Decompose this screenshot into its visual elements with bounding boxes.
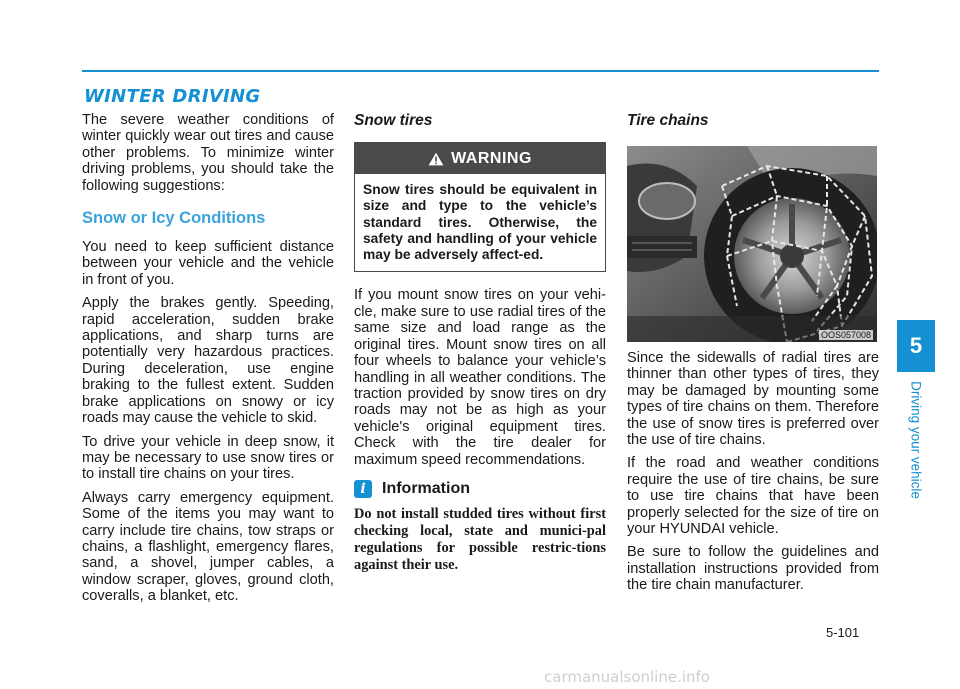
column-middle (354, 112, 606, 574)
warning-box (354, 142, 606, 272)
warning-label: WARNING (451, 149, 532, 167)
top-rule (82, 70, 879, 72)
warning-header (355, 143, 605, 174)
chapter-label-text: Driving your vehicle (908, 381, 924, 499)
info-title: Information (382, 479, 470, 497)
paragraph: To drive your vehicle in deep snow, it may be necessary to use snow tires or to install tire chains on your tires. (82, 433, 334, 483)
info-icon: i (354, 480, 372, 498)
tire-chain-illustration (627, 146, 877, 342)
footer-watermark: carmanualsonline.info (544, 668, 710, 686)
snow-tires-heading: Snow tires (354, 112, 433, 129)
paragraph: Since the sidewalls of radial tires are thinner than other types of tires, they may be damaged by mounting some types of tire chains on them. Therefore the use of snow tires is preferred over the use of tire chains. (627, 350, 879, 449)
tire-chain-photo (627, 146, 877, 342)
page-number: 5-101 (826, 625, 860, 640)
info-text: Do not install studded tires without first checking local, state and munici-pal regulations for possible restric-tions against their use. (354, 505, 606, 573)
paragraph: Be sure to follow the guidelines and installation instructions provided from the tire chain manufacturer. (627, 544, 879, 594)
section-title: WINTER DRIVING (84, 86, 261, 107)
snow-tires-body: If you mount snow tires on your vehi-cle, make sure to use radial tires of the same size and load range as the original tires. Mount snow tires on all four wheels to balance your vehicle’s handling in all weather conditions. The traction provided by snow tires on dry roads may not be as high as your vehicle's original equipment tires. Check with the tire dealer for maximum speed recommendations. (354, 287, 606, 468)
paragraph: If the road and weather conditions require the use of tire chains, be sure to use tire chains that have been properly selected for the size of tire on your HYUNDAI vehicle. (627, 455, 879, 538)
intro-paragraph: The severe weather conditions of winter quickly wear out tires and cause other problems. To minimize winter driving problems, you should take the following suggestions: (82, 112, 334, 194)
warning-triangle-icon (428, 152, 444, 166)
chapter-tab: 5 (897, 320, 935, 372)
paragraph: Always carry emergency equipment. Some of the items you may want to carry include tire chains, tow straps or chains, a flashlight, emergency flares, sand, a shovel, jumper cables, a window scraper, gloves, ground cloth, coveralls, a blanket, etc. (82, 489, 334, 605)
column-left (82, 112, 334, 612)
paragraph: You need to keep sufficient distance between your vehicle and the vehicle in front of you. (82, 239, 334, 288)
column-right (627, 112, 879, 601)
snow-icy-heading: Snow or Icy Conditions (82, 209, 266, 228)
warning-text: Snow tires should be equivalent in size and type to the vehicle’s standard tires. Otherwise, the safety and handling of your vehicle may be adversely affect-ed. (363, 182, 597, 263)
info-header (354, 480, 606, 498)
paragraph: Apply the brakes gently. Speeding, rapid acceleration, sudden brake applications, and sharp turns are potentially very hazardous practices. During deceleration, use engine braking to the fullest extent. Sudden brake applications on snowy or icy roads may cause the vehicle to skid. (82, 295, 334, 427)
tire-chains-heading: Tire chains (627, 112, 709, 129)
photo-caption: OOS057008 (820, 330, 871, 340)
